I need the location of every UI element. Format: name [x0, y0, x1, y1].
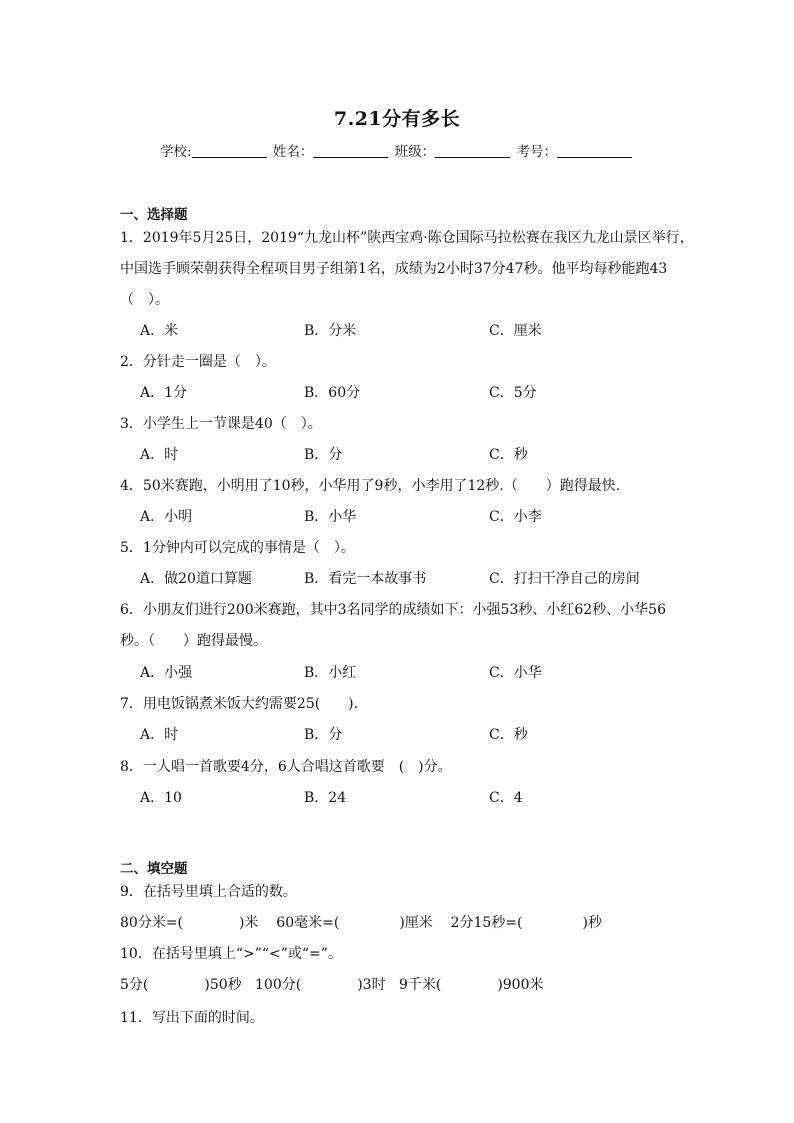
- question-2-options: [140, 383, 600, 403]
- question-3-line-1: 3．小学生上一节课是40（ ）。: [120, 416, 322, 432]
- option-c[interactable]: C．小李: [489, 509, 542, 525]
- question-7-line-1: 7．用电饭锅煮米饭大约需要25( ).: [120, 696, 359, 712]
- question-10-line-1: 10．在括号里填上“>”“<”或“=”。: [120, 946, 342, 962]
- option-c[interactable]: C．秒: [489, 727, 528, 743]
- q10-item-1-pre: 5分(: [120, 977, 149, 993]
- q10-item-2-pre: 100分(: [255, 977, 302, 993]
- question-5-line-1: 5．1分钟内可以完成的事情是（ ）。: [120, 540, 355, 556]
- question-9-blanks: [120, 913, 602, 933]
- page-title: 7.21分有多长: [333, 108, 461, 130]
- school-blank[interactable]: [192, 143, 267, 158]
- option-a[interactable]: A．小明: [140, 509, 193, 525]
- question-6-line-2: 秒。（ ）跑得最慢。: [120, 633, 267, 649]
- option-c[interactable]: C．小华: [489, 665, 542, 681]
- class-label: 班级：: [394, 144, 436, 160]
- q9-item-2-pre: 60毫米=(: [276, 915, 340, 931]
- q9-item-3-post: )秒: [582, 915, 602, 931]
- student-info-row: [0, 140, 794, 160]
- q10-item-3-post: )900米: [497, 977, 544, 993]
- question-7-options: [140, 725, 600, 745]
- question-1-line-3: （ ）。: [120, 292, 169, 308]
- question-5-options: [140, 569, 640, 589]
- q10-item-2-post: )3时: [357, 977, 386, 993]
- q10-item-3-pre: 9千米(: [398, 977, 442, 993]
- option-b[interactable]: B．24: [304, 790, 347, 806]
- section-fill-heading: 二、填空题: [120, 861, 188, 877]
- option-b[interactable]: B．小红: [304, 665, 357, 681]
- option-c[interactable]: C．打扫干净自己的房间: [489, 571, 640, 587]
- question-1-line-2: 中国选手顾荣朝获得全程项目男子组第1名，成绩为2小时37分47秒。他平均每秒能跑43: [120, 261, 668, 277]
- option-b[interactable]: B．分: [304, 447, 343, 463]
- name-label: 姓名：: [272, 144, 314, 160]
- question-4-line-1: 4．50米赛跑，小明用了10秒，小华用了9秒，小李用了12秒.（ ）跑得最快.: [120, 478, 621, 494]
- option-b[interactable]: B．分: [304, 727, 343, 743]
- option-b[interactable]: B．分米: [304, 323, 357, 339]
- question-11-line-1: 11．写出下面的时间。: [120, 1010, 264, 1026]
- option-b[interactable]: B．小华: [304, 509, 357, 525]
- question-9-line-1: 9．在括号里填上合适的数。: [120, 884, 297, 900]
- question-2-line-1: 2．分针走一圈是（ ）。: [120, 354, 276, 370]
- question-8-line-1: 8．一人唱一首歌要4分，6人合唱这首歌要 ( )分。: [120, 759, 452, 775]
- option-a[interactable]: A．米: [140, 323, 179, 339]
- option-c[interactable]: C．5分: [489, 385, 537, 401]
- q9-item-3-pre: 2分15秒=(: [450, 915, 523, 931]
- school-label: 学校:: [160, 144, 192, 160]
- section-choice-heading: 一、选择题: [120, 207, 188, 223]
- question-1-line-1: 1．2019年5月25日，2019“九龙山杯”陕西宝鸡·陈仓国际马拉松赛在我区九龙山景区举行，: [120, 230, 694, 246]
- option-a[interactable]: A．做20道口算题: [140, 571, 252, 587]
- question-8-options: [140, 788, 600, 808]
- option-b[interactable]: B．60分: [304, 385, 361, 401]
- exam-number-blank[interactable]: [557, 143, 632, 158]
- option-c[interactable]: C．厘米: [489, 323, 542, 339]
- option-a[interactable]: A．时: [140, 447, 179, 463]
- option-a[interactable]: A．1分: [140, 385, 188, 401]
- q10-item-1-post: )50秒: [204, 977, 242, 993]
- q9-item-2-post: )厘米: [399, 915, 433, 931]
- option-a[interactable]: A．时: [140, 727, 179, 743]
- question-4-options: [140, 507, 600, 527]
- name-blank[interactable]: [313, 143, 388, 158]
- question-10-blanks: [120, 975, 544, 995]
- question-6-options: [140, 663, 600, 683]
- question-1-options: [140, 321, 600, 341]
- q9-item-1-post: )米: [239, 915, 259, 931]
- option-c[interactable]: C．秒: [489, 447, 528, 463]
- option-b[interactable]: B．看完一本故事书: [304, 571, 427, 587]
- exam-number-label: 考号：: [516, 144, 557, 160]
- question-6-line-1: 6．小朋友们进行200米赛跑，其中3名同学的成绩如下：小强53秒、小红62秒、小华56: [120, 602, 666, 618]
- option-c[interactable]: C．4: [489, 790, 523, 806]
- q9-item-1-pre: 80分米=(: [120, 915, 184, 931]
- question-3-options: [140, 445, 600, 465]
- option-a[interactable]: A．10: [140, 790, 182, 806]
- option-a[interactable]: A．小强: [140, 665, 193, 681]
- class-blank[interactable]: [435, 143, 510, 158]
